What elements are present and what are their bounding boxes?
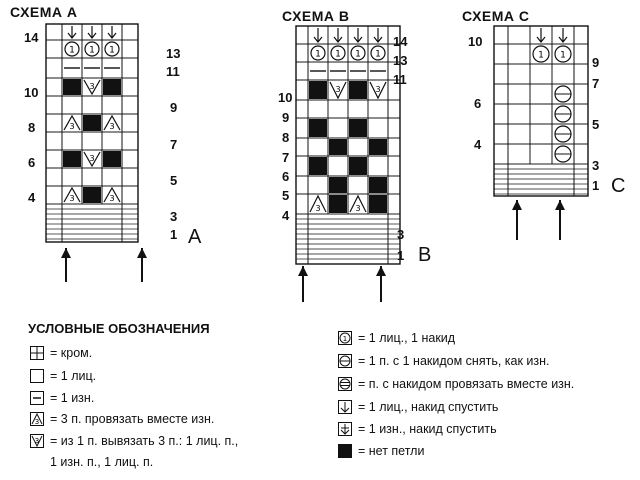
- scheme-a-row-label: 14: [24, 30, 39, 45]
- legend-item-text: = 1 изн.: [50, 391, 95, 405]
- knit-yo-label: 1: [355, 49, 361, 60]
- legend-item-text: = 1 п. с 1 накидом снять, как изн.: [358, 354, 550, 368]
- legend-item-text: = 1 лиц., накид спустить: [358, 400, 499, 414]
- legend-item-text: = нет петли: [358, 444, 425, 458]
- scheme-b-row-label: 7: [282, 150, 290, 165]
- k3tog-label: 3: [69, 194, 75, 203]
- legend-item-continuation: 1 изн. п., 1 лиц. п.: [50, 455, 154, 469]
- legend-title: УСЛОВНЫЕ ОБОЗНАЧЕНИЯ: [28, 321, 210, 336]
- scheme-b-row-label: 1: [397, 248, 405, 263]
- make-three-icon: [30, 434, 44, 448]
- legend-item-text: = 1 лиц., 1 накид: [358, 331, 456, 345]
- scheme-c-row-label: 6: [474, 96, 482, 111]
- legend-item-text: = кром.: [50, 346, 93, 360]
- make-three-label: 3: [375, 85, 381, 94]
- scheme-c-row-label: 9: [592, 55, 600, 70]
- legend-item-text: = 1 лиц.: [50, 369, 97, 383]
- scheme-c-row-label: 3: [592, 158, 600, 173]
- scheme-a-letter: A: [188, 226, 202, 248]
- scheme-a-row-label: 5: [170, 173, 178, 188]
- k3tog-label: 3: [109, 194, 115, 203]
- scheme-b-row-label: 3: [397, 227, 405, 242]
- knit-yo-label: 1: [69, 45, 75, 56]
- repeat-arrow-head: [555, 200, 565, 210]
- legend-item: [30, 346, 92, 360]
- scheme-b-row-label: 4: [282, 208, 290, 223]
- legend-item: [30, 369, 96, 383]
- scheme-a-row-label: 8: [28, 120, 36, 135]
- legend-item: [30, 391, 94, 405]
- make-three-label: 3: [335, 85, 341, 94]
- scheme-a-row-label: 9: [170, 100, 178, 115]
- scheme-b-row-label: 8: [282, 130, 290, 145]
- knit-yo-label: 1: [538, 50, 544, 61]
- scheme-c-row-label: 10: [468, 34, 483, 49]
- scheme-b-row-label: 14: [393, 34, 408, 49]
- knit-yo-label: 1: [375, 49, 381, 60]
- scheme-a-title: СХЕМА A: [10, 4, 78, 20]
- scheme-b-row-label: 5: [282, 188, 290, 203]
- scheme-b-letter: B: [418, 244, 432, 266]
- legend-item: [30, 412, 214, 426]
- slip-yo-icon: [338, 354, 352, 368]
- scheme-c-title: СХЕМА C: [462, 8, 530, 24]
- scheme-a-row-label: 6: [28, 155, 36, 170]
- scheme-a-row-label: 3: [170, 209, 178, 224]
- legend-item-text: = 1 изн., накид спустить: [358, 422, 497, 436]
- knit-yo-label: 1: [89, 45, 95, 56]
- scheme-b-row-label: 6: [282, 169, 290, 184]
- legend-item: [338, 422, 497, 436]
- scheme-a-row-label: 10: [24, 85, 39, 100]
- svg-text:3: 3: [34, 437, 40, 445]
- repeat-arrow-head: [512, 200, 522, 210]
- legend-item-text: = 3 п. провязать вместе изн.: [50, 412, 215, 426]
- no-stitch-icon: [338, 444, 352, 458]
- make-three-label: 3: [89, 154, 95, 163]
- knit-icon: [30, 369, 44, 383]
- legend-item-text: = п. с накидом провязать вместе изн.: [358, 377, 575, 391]
- knit-drop-yo-icon: [338, 400, 352, 414]
- k3tog-label: 3: [69, 122, 75, 131]
- scheme-a-row-label: 7: [170, 137, 178, 152]
- legend-item-text: = из 1 п. вывязать 3 п.: 1 лиц. п.,: [50, 434, 239, 448]
- knit-yo-label: 1: [335, 49, 341, 60]
- scheme-b-row-label: 13: [393, 53, 408, 68]
- scheme-a-row-label: 13: [166, 46, 181, 61]
- scheme-c-row-label: 7: [592, 76, 600, 91]
- legend-item: [338, 400, 498, 414]
- k3tog-label: 3: [315, 204, 321, 213]
- k3tog-label: 3: [109, 122, 115, 131]
- scheme-a-row-label: 11: [166, 64, 180, 79]
- purl-icon: [30, 391, 44, 405]
- scheme-b-title: СХЕМА B: [282, 8, 350, 24]
- edge-stitch-icon: [30, 346, 44, 360]
- scheme-b-row-label: 9: [282, 110, 290, 125]
- svg-text:3: 3: [34, 418, 40, 426]
- make-three-label: 3: [89, 82, 95, 91]
- scheme-a-row-label: 4: [28, 190, 36, 205]
- legend-item: [338, 377, 574, 391]
- knit-yo-icon: [338, 331, 352, 345]
- legend-item: [30, 434, 238, 448]
- scheme-c-row-label: 5: [592, 117, 600, 132]
- scheme-b-row-label: 11: [393, 72, 407, 87]
- knit-yo-label: 1: [560, 50, 566, 61]
- legend-item: [338, 331, 455, 345]
- purl-drop-yo-icon: [338, 422, 352, 436]
- svg-text:1: 1: [342, 335, 348, 343]
- scheme-c-letter: C: [611, 175, 626, 197]
- scheme-c-row-label: 1: [592, 178, 600, 193]
- purl-together-yo-icon: [338, 377, 352, 391]
- legend-item: [338, 354, 550, 368]
- knit-yo-label: 1: [315, 49, 321, 60]
- scheme-a-row-label: 1: [170, 227, 178, 242]
- knit-yo-label: 1: [109, 45, 115, 56]
- k3tog-purl-icon: [30, 412, 44, 426]
- k3tog-label: 3: [355, 204, 361, 213]
- scheme-b-row-label: 10: [278, 90, 293, 105]
- scheme-c-row-label: 4: [474, 137, 482, 152]
- legend-item: [338, 444, 424, 458]
